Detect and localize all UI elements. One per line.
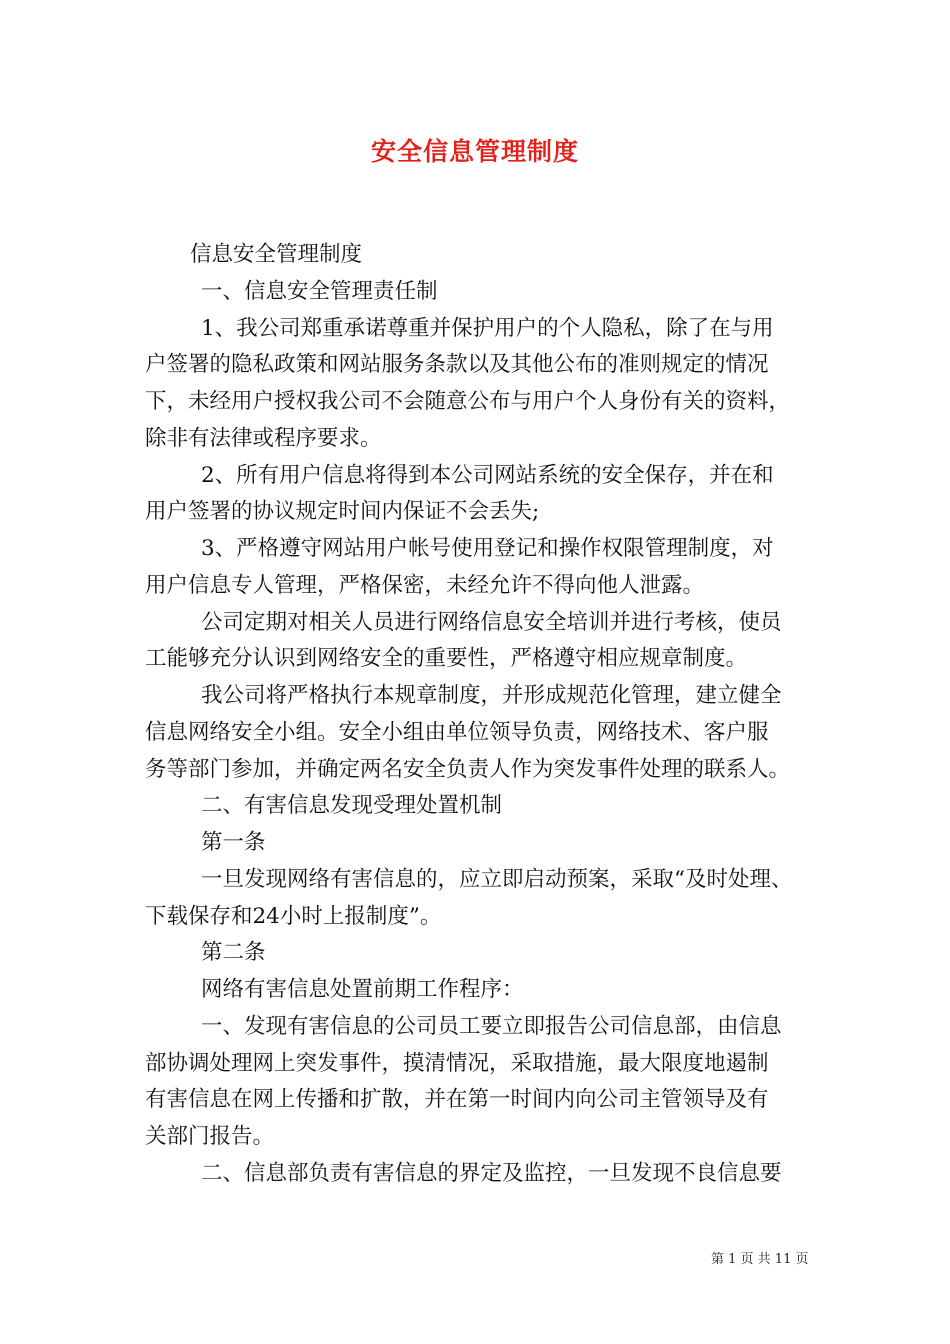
text-line: 2、所有用户信息将得到本公司网站系统的安全保存，并在和 [201, 462, 774, 488]
paragraph [145, 1009, 815, 1156]
paragraph [145, 1156, 815, 1193]
text-line: 下，未经用户授权我公司不会随意公布与用户个人身份有关的资料， [145, 389, 791, 414]
text-line: 二、信息部负责有害信息的界定及监控，一旦发现不良信息要 [201, 1160, 782, 1186]
text-line: 第一条 [201, 830, 266, 855]
paragraph [145, 825, 815, 862]
text-line: 关部门报告。 [145, 1124, 275, 1149]
paragraph [145, 311, 815, 458]
text-line: 信息安全管理制度 [190, 242, 363, 267]
text-line: 务等部门参加，并确定两名安全负责人作为突发事件处理的联系人。 [145, 756, 791, 782]
text-line: 用户信息专人管理，严格保密，未经允许不得向他人泄露。 [145, 572, 705, 598]
paragraph [145, 458, 815, 532]
text-line: 我公司将严格执行本规章制度，并形成规范化管理，建立健全 [201, 683, 782, 708]
text-line: 1、我公司郑重承诺尊重并保护用户的个人隐私，除了在与用 [201, 315, 774, 341]
text-line: 3、严格遵守网站用户帐号使用登记和操作权限管理制度，对 [201, 536, 774, 561]
text-line: 有害信息在网上传播和扩散，并在第一时间内向公司主管领导及有 [145, 1087, 769, 1113]
paragraph [145, 862, 815, 936]
paragraph [145, 274, 815, 311]
paragraph [145, 605, 815, 679]
paragraph [145, 237, 815, 274]
text-line: 户签署的隐私政策和网站服务条款以及其他公布的准则规定的情况 [145, 352, 769, 378]
text-line: 下载保存和24小时上报制度”。 [145, 903, 442, 929]
paragraph [145, 935, 815, 972]
paragraph [145, 788, 815, 825]
paragraph [145, 531, 815, 605]
text-line: 一、信息安全管理责任制 [201, 278, 438, 304]
text-line: 信息网络安全小组。安全小组由单位领导负责，网络技术、客户服 [145, 719, 769, 745]
text-line: 公司定期对相关人员进行网络信息安全培训并进行考核，使员 [201, 609, 782, 635]
paragraph [145, 972, 815, 1009]
paragraph [145, 678, 815, 788]
text-line: 工能够充分认识到网络安全的重要性，严格遵守相应规章制度。 [145, 646, 748, 672]
text-line: 网络有害信息处置前期工作程序： [201, 977, 524, 1002]
text-line: 一、发现有害信息的公司员工要立即报告公司信息部，由信息 [201, 1013, 782, 1039]
page-number: 第 1 页 共 11 页 [711, 1252, 809, 1267]
document-title: 安全信息管理制度 [370, 137, 579, 166]
text-line: 二、有害信息发现受理处置机制 [201, 793, 503, 819]
text-line: 第二条 [201, 940, 266, 966]
document-body [145, 237, 815, 1193]
text-line: 用户签署的协议规定时间内保证不会丢失; [145, 499, 540, 525]
text-line: 一旦发现网络有害信息的，应立即启动预案，采取“及时处理、 [201, 866, 793, 892]
text-line: 除非有法律或程序要求。 [145, 425, 382, 451]
text-line: 部协调处理网上突发事件，摸清情况，采取措施，最大限度地遏制 [145, 1050, 769, 1076]
